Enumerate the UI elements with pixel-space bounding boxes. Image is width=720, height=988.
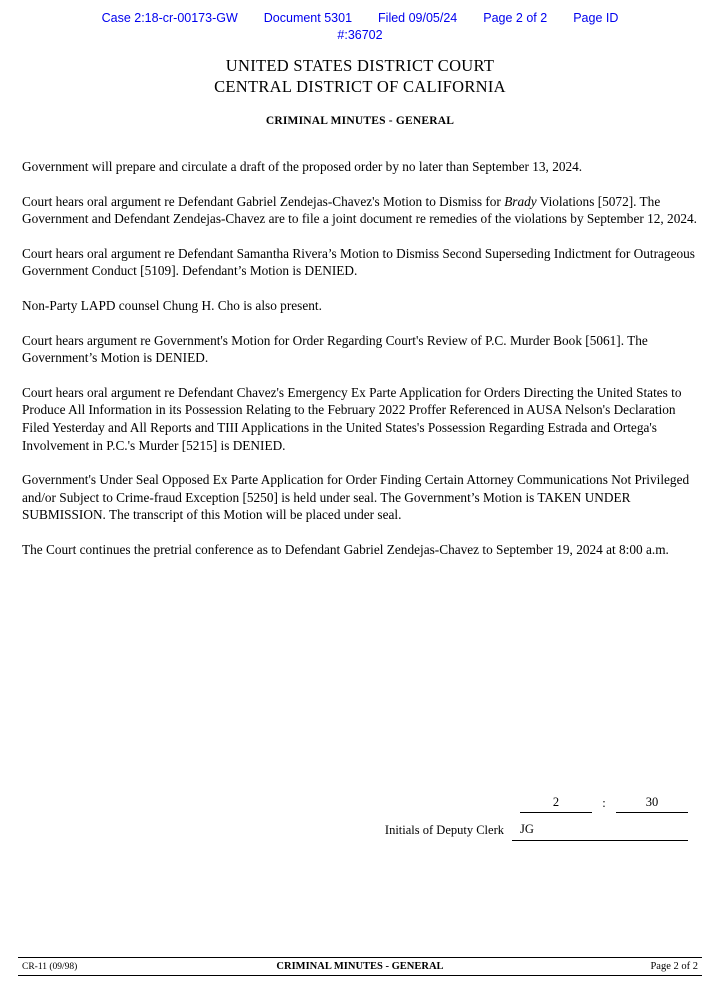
footer-title: CRIMINAL MINUTES - GENERAL (276, 961, 444, 972)
paragraph-italic-segment: Brady (504, 193, 537, 209)
pacer-header-part: Filed 09/05/24 (378, 11, 458, 25)
pacer-header-part: Document 5301 (263, 11, 353, 25)
initials-row (385, 822, 688, 841)
time-hours-value: 2 (552, 795, 560, 809)
pacer-header-line1 (0, 11, 720, 25)
pacer-header (0, 0, 720, 42)
time-separator: : (602, 796, 606, 810)
paragraph-segment: Government's Under Seal Opposed Ex Parte Application for Order Finding Certain Attorney Communications Not Privileged and/or Subject to Crime-fraud Exception [5250] is held under seal. The Government’s Motion is TAKEN UNDER SUBMISSION. The transcript of this Motion will be placed under seal. (22, 472, 690, 523)
paragraph-segment: Violations [5072]. The Government and Defendant Zendejas-Chavez are to file a joint document re remedies of the violations by September 12, 2024. (22, 193, 697, 227)
pacer-header-part: Case 2:18-cr-00173-GW (101, 11, 238, 25)
court-title (0, 55, 720, 97)
initials-field (512, 822, 688, 841)
footer-page-label: Page 2 of 2 (650, 961, 698, 972)
paragraph (22, 297, 698, 315)
pacer-header-page-id: #:36702 (337, 28, 383, 42)
doc-type-heading: CRIMINAL MINUTES - GENERAL (265, 115, 455, 127)
minutes-body (22, 158, 698, 559)
paragraph (22, 471, 698, 524)
time-row (520, 795, 688, 813)
court-title-line1: UNITED STATES DISTRICT COURT (225, 56, 495, 75)
paragraph-segment: Court hears argument re Government's Motion for Order Regarding Court's Review of P.C. Murder Book [5061]. The Government’s Motion is DENIED. (22, 332, 648, 366)
paragraph-segment: Court hears oral argument re Defendant Samantha Rivera’s Motion to Dismiss Second Superseding Indictment for Outrageous Government Conduct [5109]. Defendant’s Motion is DENIED. (22, 245, 695, 279)
paragraph-segment: The Court continues the pretrial conference as to Defendant Gabriel Zendejas-Chavez to September 19, 2024 at 8:00 a.m. (22, 541, 669, 557)
paragraph (22, 193, 698, 228)
pacer-header-part: Page ID (573, 11, 619, 25)
paragraph (22, 158, 698, 176)
paragraph-segment: Government will prepare and circulate a draft of the proposed order by no later than September 13, 2024. (22, 159, 583, 174)
initials-value: JG (520, 822, 534, 836)
paragraph-segment: Non-Party LAPD counsel Chung H. Cho is also present. (22, 297, 322, 313)
court-title-line2: CENTRAL DISTRICT OF CALIFORNIA (214, 77, 506, 96)
clerk-block (385, 795, 688, 841)
pacer-header-part: Page 2 of 2 (483, 11, 548, 25)
paragraph (22, 541, 698, 559)
page-footer (18, 957, 702, 976)
time-minutes-field (616, 795, 688, 813)
paragraph (22, 245, 698, 280)
time-hours-field (520, 795, 592, 813)
time-minutes-value: 30 (645, 795, 659, 809)
paragraph-segment: Court hears oral argument re Defendant Gabriel Zendejas-Chavez's Motion to Dismiss for (22, 193, 505, 209)
initials-label: Initials of Deputy Clerk (384, 823, 504, 837)
paragraph (22, 384, 698, 454)
paragraph-segment: Court hears oral argument re Defendant Chavez's Emergency Ex Parte Application for Orders Directing the United States to Produce All Information in its Possession Relating to the February 2022 Proffer Referenced in AUSA Nelson's Declaration Filed Yesterday and All Reports and TIII Applications in the United States's Possession Regarding Estrada and Ortega's Involvement in P.C.'s Murder [5215] is DENIED. (22, 384, 682, 453)
footer-form-number: CR-11 (09/98) (22, 961, 78, 972)
paragraph (22, 332, 698, 367)
